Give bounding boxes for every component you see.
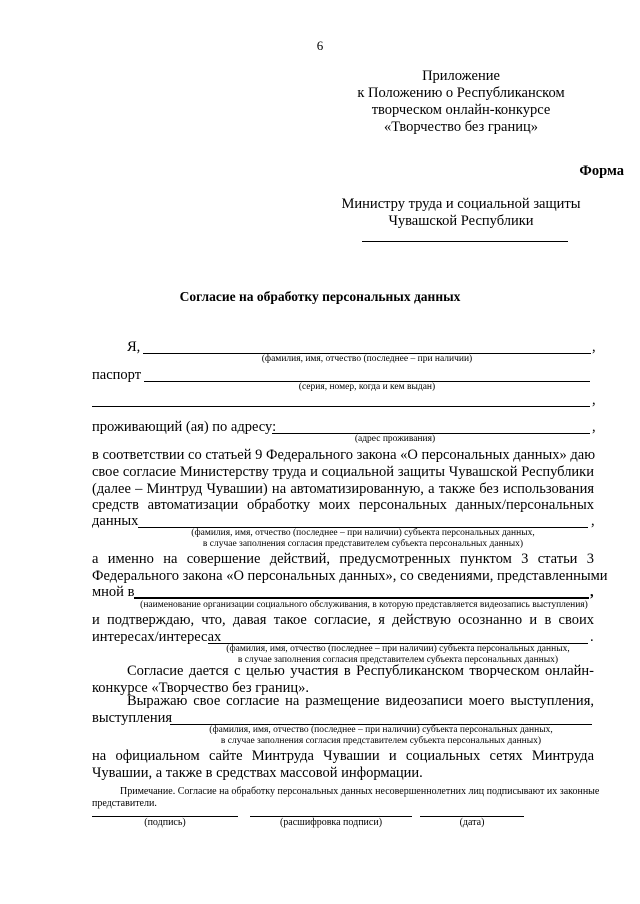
p3-line-1: Согласие дается с целью участия в Республиканском творческом онлайн- xyxy=(127,663,594,679)
p4-line-1: Выражаю свое согласие на размещение видеозаписи моего выступления, xyxy=(127,693,594,709)
p2-period: . xyxy=(590,629,594,645)
p1-line-5: данных xyxy=(92,513,139,529)
address-label: проживающий (ая) по адресу: xyxy=(92,419,277,435)
passport-comma: , xyxy=(592,392,596,408)
p2-line-1: а именно на совершение действий, предусмотренных пунктом 3 статьи 3 xyxy=(92,551,594,567)
performer-caption-2: в случае заполнения согласия представителем субъекта персональных данных) xyxy=(220,736,542,746)
p4-line-4: Чувашии, а также в средствах массовой информации. xyxy=(92,765,423,781)
address-caption: (адрес проживания) xyxy=(354,434,436,444)
note-line-1: Примечание. Согласие на обработку персональных данных несовершеннолетних лиц подписывают их законные xyxy=(120,786,600,797)
p3-line-2: конкурсе «Творчество без границ». xyxy=(92,680,310,696)
p2-comma: , xyxy=(590,584,594,600)
p4-line-2: выступления xyxy=(92,710,173,726)
ya-label: Я, xyxy=(127,339,141,355)
fullname-caption: (фамилия, имя, отчество (последнее – при наличии) xyxy=(261,354,473,364)
interests-caption-2: в случае заполнения согласия представителем субъекта персональных данных) xyxy=(237,655,559,665)
p1-line-3: (далее – Минтруд Чувашии) на автоматизированную, а также без использования xyxy=(92,481,594,497)
p1-line-4: средств автоматизации обработку моих персональных данных/персональных xyxy=(92,497,594,513)
p2-line-5: интересах/интересах xyxy=(92,629,222,645)
addressee-line-2: Чувашской Республики xyxy=(388,213,534,229)
appendix-line-4: «Творчество без границ» xyxy=(383,119,539,135)
passport-label: паспорт xyxy=(92,367,142,383)
appendix-line-2: к Положению о Республиканском xyxy=(357,85,565,101)
p1-line-1: в соответствии со статьей 9 Федерального закона «О персональных данных» даю xyxy=(92,447,596,463)
appendix-line-1: Приложение xyxy=(422,68,500,84)
address-comma: , xyxy=(592,419,596,435)
interests-caption-1: (фамилия, имя, отчество (последнее – при наличии) субъекта персональных данных, xyxy=(226,644,570,654)
addressee-signature-line[interactable] xyxy=(362,241,568,242)
note xyxy=(92,786,598,810)
addressee-block xyxy=(330,196,592,230)
p1-line-2: свое согласие Министерству труда и социальной защиты Чувашской Республики xyxy=(92,464,594,480)
appendix-block xyxy=(330,68,592,136)
p2-line-3: мной в xyxy=(92,584,135,600)
passport-caption: (серия, номер, когда и кем выдан) xyxy=(298,382,436,392)
ya-comma: , xyxy=(592,339,596,355)
subject-caption-2: в случае заполнения согласия представителем субъекта персональных данных) xyxy=(202,539,524,549)
passport-field-continued[interactable] xyxy=(92,406,590,407)
page-number: 6 xyxy=(316,38,324,53)
decoding-caption: (расшифровка подписи) xyxy=(279,817,383,828)
organization-field[interactable] xyxy=(134,597,589,599)
date-caption: (дата) xyxy=(459,817,485,828)
addressee-line-1: Министру труда и социальной защиты xyxy=(341,196,581,212)
signature-caption: (подпись) xyxy=(144,817,186,828)
note-line-2: представители. xyxy=(92,798,157,809)
subject-caption-1: (фамилия, имя, отчество (последнее – при наличии) субъекта персональных данных, xyxy=(191,528,535,538)
p2-line-4: и подтверждаю, что, давая такое согласие, я действую осознанно и в своих xyxy=(92,612,594,628)
p1-comma: , xyxy=(591,513,595,529)
form-label: Форма xyxy=(579,163,624,179)
appendix-line-3: творческом онлайн-конкурсе xyxy=(371,102,551,118)
organization-caption: (наименование организации социального обслуживания, в которую представляется видеозапись выступления) xyxy=(140,600,588,610)
p2-line-2: Федерального закона «О персональных данных», со сведениями, представленными xyxy=(92,568,608,584)
performer-caption-1: (фамилия, имя, отчество (последнее – при наличии) субъекта персональных данных, xyxy=(209,725,553,735)
document-title: Согласие на обработку персональных данных xyxy=(179,289,461,304)
p4-line-3: на официальном сайте Минтруда Чувашии и социальных сетях Минтруда xyxy=(92,748,594,764)
